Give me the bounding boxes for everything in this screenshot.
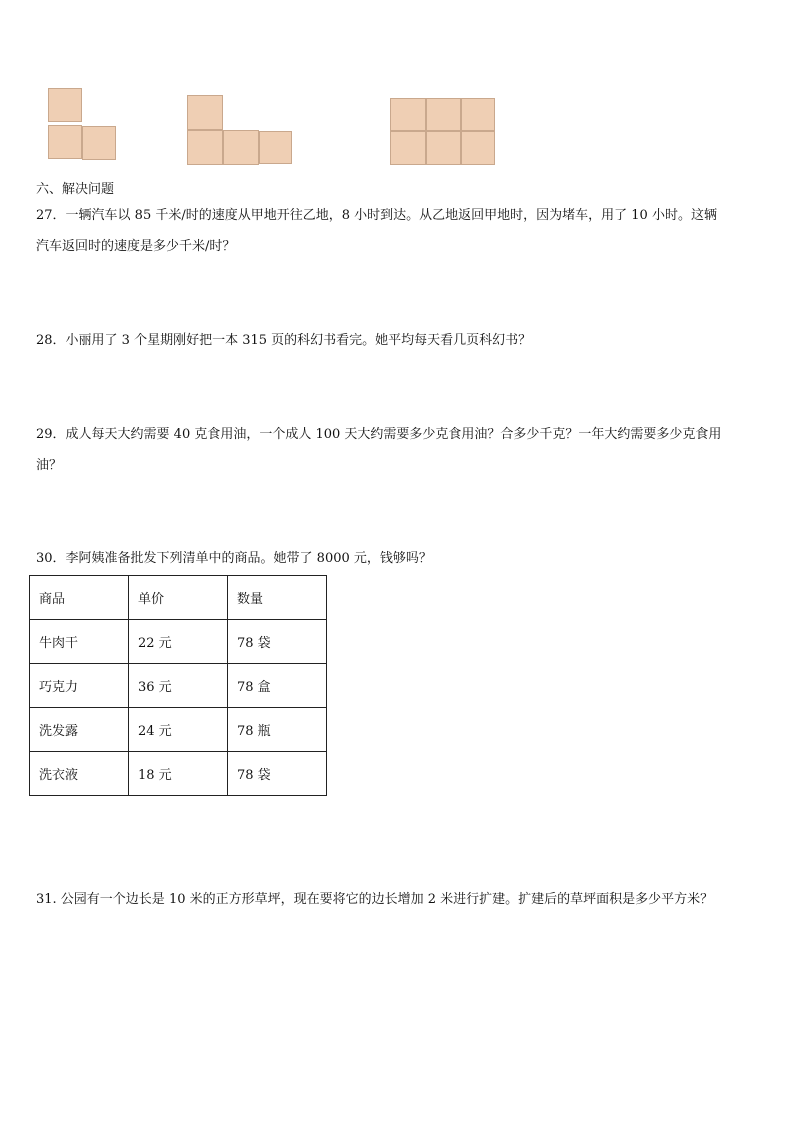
question-27-line-2: 汽车返回时的速度是多少千米/时？ [36, 239, 236, 254]
table-cell: 洗发露 [30, 708, 129, 752]
table-row [30, 620, 327, 664]
square-tile [187, 130, 223, 165]
table-cell: 巧克力 [30, 664, 129, 708]
table-header-cell: 单价 [129, 576, 228, 620]
square-tile [259, 131, 292, 164]
question-28-line-1: 28．小丽用了 3 个星期刚好把一本 315 页的科幻书看完。她平均每天看几页科幻书？ [36, 333, 532, 348]
table-row [30, 664, 327, 708]
product-table [29, 575, 327, 796]
table-cell: 洗衣液 [30, 752, 129, 796]
table-cell: 牛肉干 [30, 620, 129, 664]
section-heading: 六、解决问题 [36, 182, 115, 197]
table-cell: 78 盒 [228, 664, 327, 708]
table-header-cell: 数量 [228, 576, 327, 620]
table-header-row [30, 576, 327, 620]
square-tile [48, 125, 82, 159]
table-cell: 78 瓶 [228, 708, 327, 752]
question-27-line-1: 27．一辆汽车以 85 千米/时的速度从甲地开往乙地，8 小时到达。从乙地返回甲地时，因为堵车，用了 10 小时。这辆 [36, 208, 717, 223]
table-row [30, 752, 327, 796]
square-tile [390, 98, 426, 131]
table-cell: 36 元 [129, 664, 228, 708]
table-cell: 78 袋 [228, 620, 327, 664]
question-29-line-1: 29．成人每天大约需要 40 克食用油，一个成人 100 天大约需要多少克食用油？合多少千克？一年大约需要多少克食用 [36, 427, 722, 442]
square-tile [48, 88, 82, 122]
table-cell: 78 袋 [228, 752, 327, 796]
square-tile [461, 98, 495, 131]
question-30-line-1: 30．李阿姨准备批发下列清单中的商品。她带了 8000 元，钱够吗？ [36, 551, 432, 566]
table-row [30, 708, 327, 752]
table-cell: 22 元 [129, 620, 228, 664]
square-tile [82, 126, 116, 160]
table-header-cell: 商品 [30, 576, 129, 620]
square-tile [223, 130, 259, 165]
square-tile [426, 98, 461, 131]
question-29-line-2: 油？ [36, 458, 63, 473]
question-31-line-1: 31. 公园有一个边长是 10 米的正方形草坪，现在要将它的边长增加 2 米进行扩建。扩建后的草坪面积是多少平方米？ [36, 892, 714, 907]
square-tile [390, 131, 426, 165]
square-tile [187, 95, 223, 130]
square-tile [426, 131, 461, 165]
table-cell: 24 元 [129, 708, 228, 752]
square-tile [461, 131, 495, 165]
table-cell: 18 元 [129, 752, 228, 796]
